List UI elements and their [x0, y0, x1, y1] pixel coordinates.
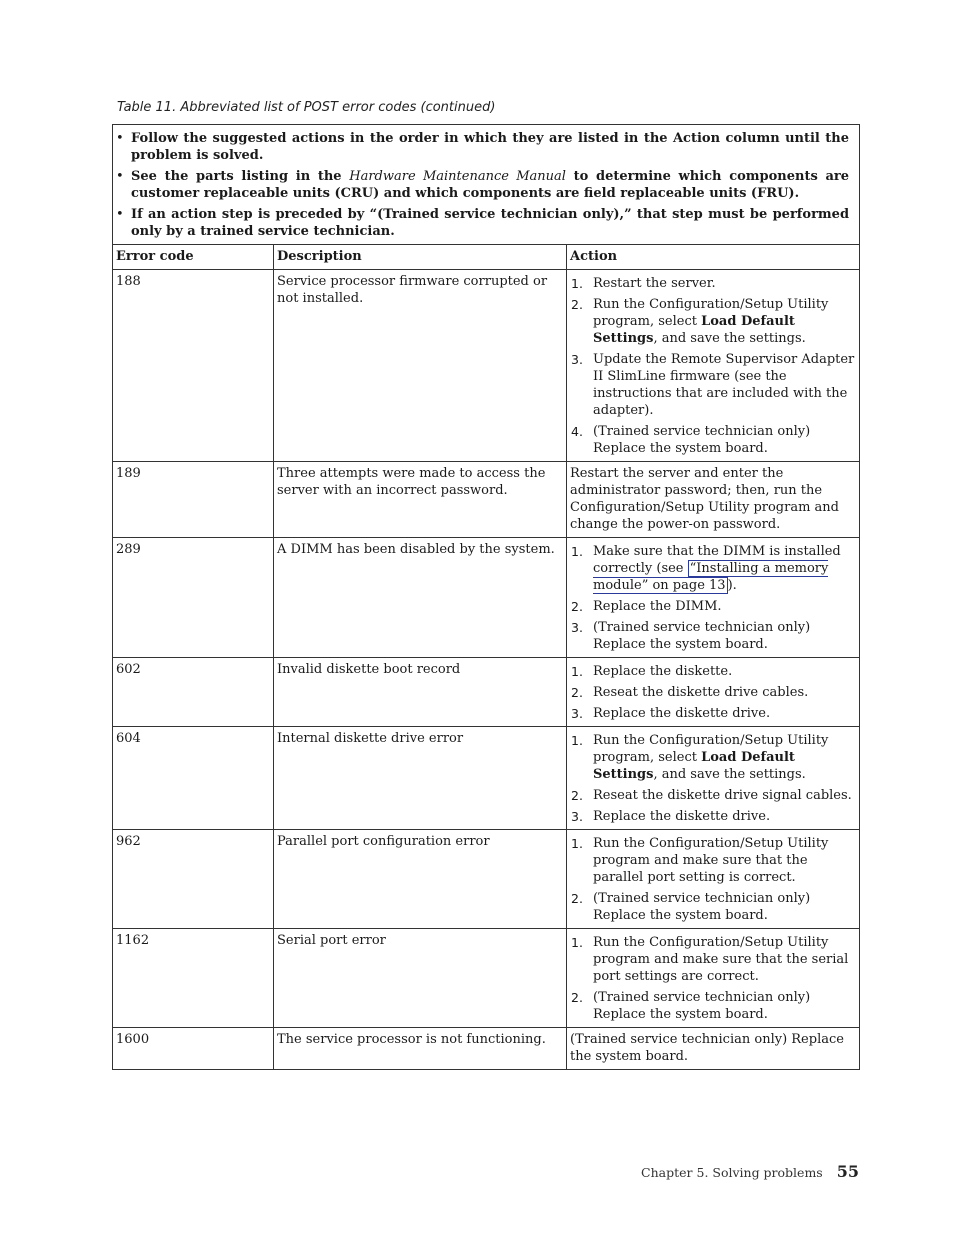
note-item: • If an action step is preceded by “(Trained service technician only),” that step must be performed only by a trained service technician.: [116, 206, 849, 240]
step-number: 1.: [571, 733, 583, 748]
error-code: 1600: [113, 1028, 274, 1070]
step-text: Replace the diskette.: [593, 664, 733, 679]
action-step: [570, 732, 856, 783]
step-text: (Trained service technician only) Replace the system board.: [593, 424, 811, 456]
action-step: [570, 989, 856, 1023]
note-item: [116, 168, 849, 202]
error-description: Serial port error: [274, 929, 567, 1028]
step-number: 3.: [571, 809, 583, 824]
table-row: [113, 830, 860, 929]
table-body: [113, 270, 860, 1070]
step-number: 2.: [571, 685, 583, 700]
action-step: [570, 423, 856, 457]
page-footer: [641, 1162, 859, 1181]
note-text: See the parts listing in the: [131, 169, 350, 184]
header-row: [113, 245, 860, 270]
action-step: [570, 808, 856, 825]
step-text: Restart the server.: [593, 276, 716, 291]
step-text: (Trained service technician only) Replace the system board.: [593, 891, 811, 923]
table-row: [113, 1028, 860, 1070]
manual-title: Hardware Maintenance Manual: [349, 169, 566, 184]
action-step: [570, 619, 856, 653]
step-text: Run the Configuration/Setup Utility program, select: [593, 733, 829, 765]
action-step: [570, 598, 856, 615]
step-number: 1.: [571, 836, 583, 851]
table-row: [113, 538, 860, 658]
action-steps: [570, 661, 856, 722]
action-steps: [570, 833, 856, 924]
step-text: Reseat the diskette drive cables.: [593, 685, 809, 700]
step-number: 3.: [571, 620, 583, 635]
table-row: [113, 727, 860, 830]
note-text: to determine which components are customer replaceable units (CRU) and which components are field replaceable units (FRU).: [131, 169, 850, 201]
error-action: [567, 270, 860, 462]
step-number: 1.: [571, 276, 583, 291]
step-text: Replace the diskette drive.: [593, 706, 771, 721]
menu-option: Load Default Settings: [593, 314, 795, 346]
action-step: [570, 684, 856, 701]
action-step: [570, 663, 856, 680]
step-text: , and save the settings.: [653, 767, 806, 782]
step-text: Make sure that the DIMM is installed correctly (see: [593, 544, 841, 576]
action-step: [570, 296, 856, 347]
notes-list: [116, 130, 849, 240]
error-action: [567, 727, 860, 830]
notes-row: [113, 125, 860, 245]
step-text: (Trained service technician only) Replace the system board.: [593, 620, 811, 652]
error-description: The service processor is not functioning.: [274, 1028, 567, 1070]
step-text: Replace the diskette drive.: [593, 809, 771, 824]
notes-cell: [113, 125, 860, 245]
error-action: [567, 929, 860, 1028]
step-text: , and save the settings.: [653, 331, 806, 346]
header-description: Description: [274, 245, 567, 270]
step-number: 2.: [571, 599, 583, 614]
step-text: ).: [727, 578, 737, 593]
error-action: [567, 658, 860, 727]
step-text: Run the Configuration/Setup Utility program and make sure that the serial port settings are correct.: [593, 935, 849, 984]
step-number: 2.: [571, 297, 583, 312]
step-text: Update the Remote Supervisor Adapter II SlimLine firmware (see the instructions that are included with the adapter).: [593, 352, 855, 418]
action-step: [570, 890, 856, 924]
action-step: [570, 351, 856, 419]
action-steps: [570, 730, 856, 825]
note-item: • Follow the suggested actions in the order in which they are listed in the Action column until the problem is solved.: [116, 130, 849, 164]
step-number: 3.: [571, 706, 583, 721]
error-action: [567, 830, 860, 929]
step-number: 1.: [571, 935, 583, 950]
action-step: [570, 543, 856, 594]
step-number: 1.: [571, 664, 583, 679]
error-description: Service processor firmware corrupted or not installed.: [274, 270, 567, 462]
error-code: 604: [113, 727, 274, 830]
error-description: A DIMM has been disabled by the system.: [274, 538, 567, 658]
error-description: Parallel port configuration error: [274, 830, 567, 929]
error-code: 189: [113, 462, 274, 538]
menu-option: Load Default Settings: [593, 750, 795, 782]
error-code: 1162: [113, 929, 274, 1028]
step-text: Replace the DIMM.: [593, 599, 722, 614]
step-number: 2.: [571, 891, 583, 906]
step-text: (Trained service technician only) Replace the system board.: [593, 990, 811, 1022]
error-action: Restart the server and enter the administrator password; then, run the Configuration/Setup Utility program and change the power-on password.: [567, 462, 860, 538]
error-code: 602: [113, 658, 274, 727]
chapter-label: Chapter 5. Solving problems: [641, 1165, 823, 1180]
step-text: Run the Configuration/Setup Utility program and make sure that the parallel port setting is correct.: [593, 836, 829, 885]
error-action: [567, 538, 860, 658]
step-text: Run the Configuration/Setup Utility program, select: [593, 297, 829, 329]
step-number: 2.: [571, 788, 583, 803]
table-caption: Table 11. Abbreviated list of POST error codes (continued): [117, 100, 496, 115]
header-error-code: Error code: [113, 245, 274, 270]
error-code: 188: [113, 270, 274, 462]
action-step: [570, 934, 856, 985]
table-row: [113, 462, 860, 538]
action-step: [570, 705, 856, 722]
error-code: 962: [113, 830, 274, 929]
action-steps: [570, 932, 856, 1023]
table-row: [113, 929, 860, 1028]
action-step: [570, 275, 856, 292]
table-row: [113, 658, 860, 727]
error-description: Invalid diskette boot record: [274, 658, 567, 727]
action-steps: [570, 541, 856, 653]
error-action: (Trained service technician only) Replace the system board.: [567, 1028, 860, 1070]
error-code: 289: [113, 538, 274, 658]
header-action: Action: [567, 245, 860, 270]
step-number: 4.: [571, 424, 583, 439]
cross-reference-link[interactable]: “Installing a memory module” on page 13: [593, 561, 829, 593]
step-number: 2.: [571, 990, 583, 1005]
table-row: [113, 270, 860, 462]
action-step: [570, 787, 856, 804]
page-number: 55: [836, 1162, 859, 1181]
step-number: 1.: [571, 544, 583, 559]
step-number: 3.: [571, 352, 583, 367]
post-error-table: [112, 124, 860, 1070]
action-step: [570, 835, 856, 886]
step-text: Reseat the diskette drive signal cables.: [593, 788, 852, 803]
error-description: Internal diskette drive error: [274, 727, 567, 830]
error-description: Three attempts were made to access the server with an incorrect password.: [274, 462, 567, 538]
action-steps: [570, 273, 856, 457]
